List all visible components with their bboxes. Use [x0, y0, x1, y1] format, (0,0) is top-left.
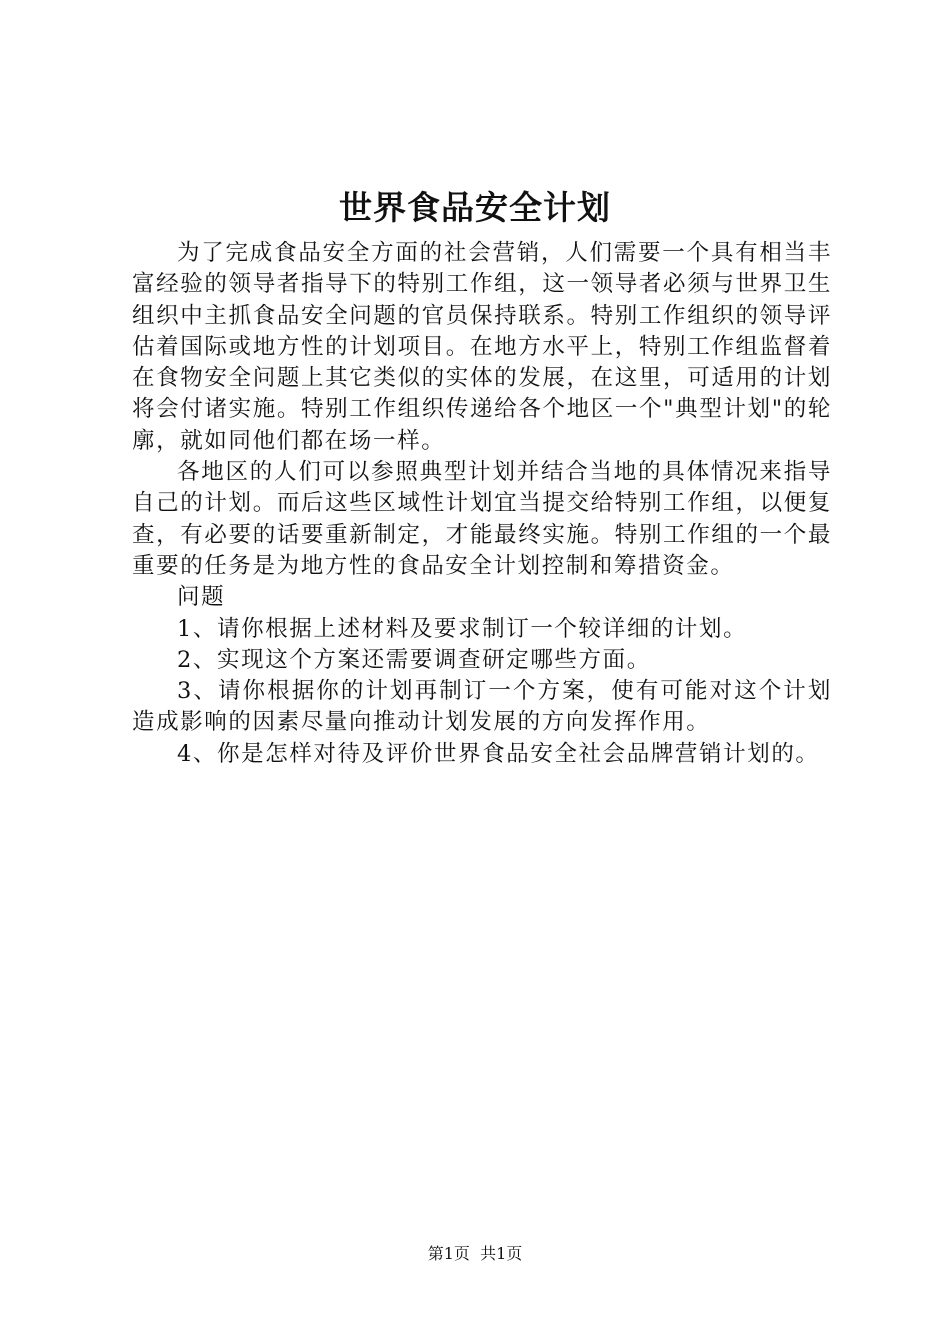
question-item-2: 2、实现这个方案还需要调查研定哪些方面。: [177, 646, 651, 673]
document-title: 世界食品安全计划: [339, 188, 611, 227]
paragraph-regions: 各地区的人们可以参照典型计划并结合当地的具体情况来指导自己的计划。而后这些区域性计划宜当提交给特别工作组，以便复查，有必要的话要重新制定，才能最终实施。特别工作组的一个最重要的任务是为地方性的食品安全计划控制和筹措资金。: [132, 459, 832, 579]
questions-heading: 问题: [177, 584, 226, 611]
document-body: [132, 238, 832, 770]
page-footer: [0, 1242, 950, 1266]
question-item-4: 4、你是怎样对待及评价世界食品安全社会品牌营销计划的。: [177, 740, 820, 767]
paragraph-intro: 为了完成食品安全方面的社会营销，人们需要一个具有相当丰富经验的领导者指导下的特别工作组，这一领导者必须与世界卫生组织中主抓食品安全问题的官员保持联系。特别工作组织的领导评估着国际或地方性的计划项目。在地方水平上，特别工作组监督着在食物安全问题上其它类似的实体的发展，在这里，可适用的计划将会付诸实施。特别工作组织传递给各个地区一个"典型计划"的轮廓，就如同他们都在场一样。: [132, 240, 832, 454]
question-item-1: 1、请你根据上述材料及要求制订一个较详细的计划。: [177, 615, 748, 642]
question-item-3: 3、请你根据你的计划再制订一个方案，使有可能对这个计划造成影响的因素尽量向推动计划发展的方向发挥作用。: [132, 678, 832, 736]
page-number-label: 第1页 共1页: [427, 1244, 523, 1263]
